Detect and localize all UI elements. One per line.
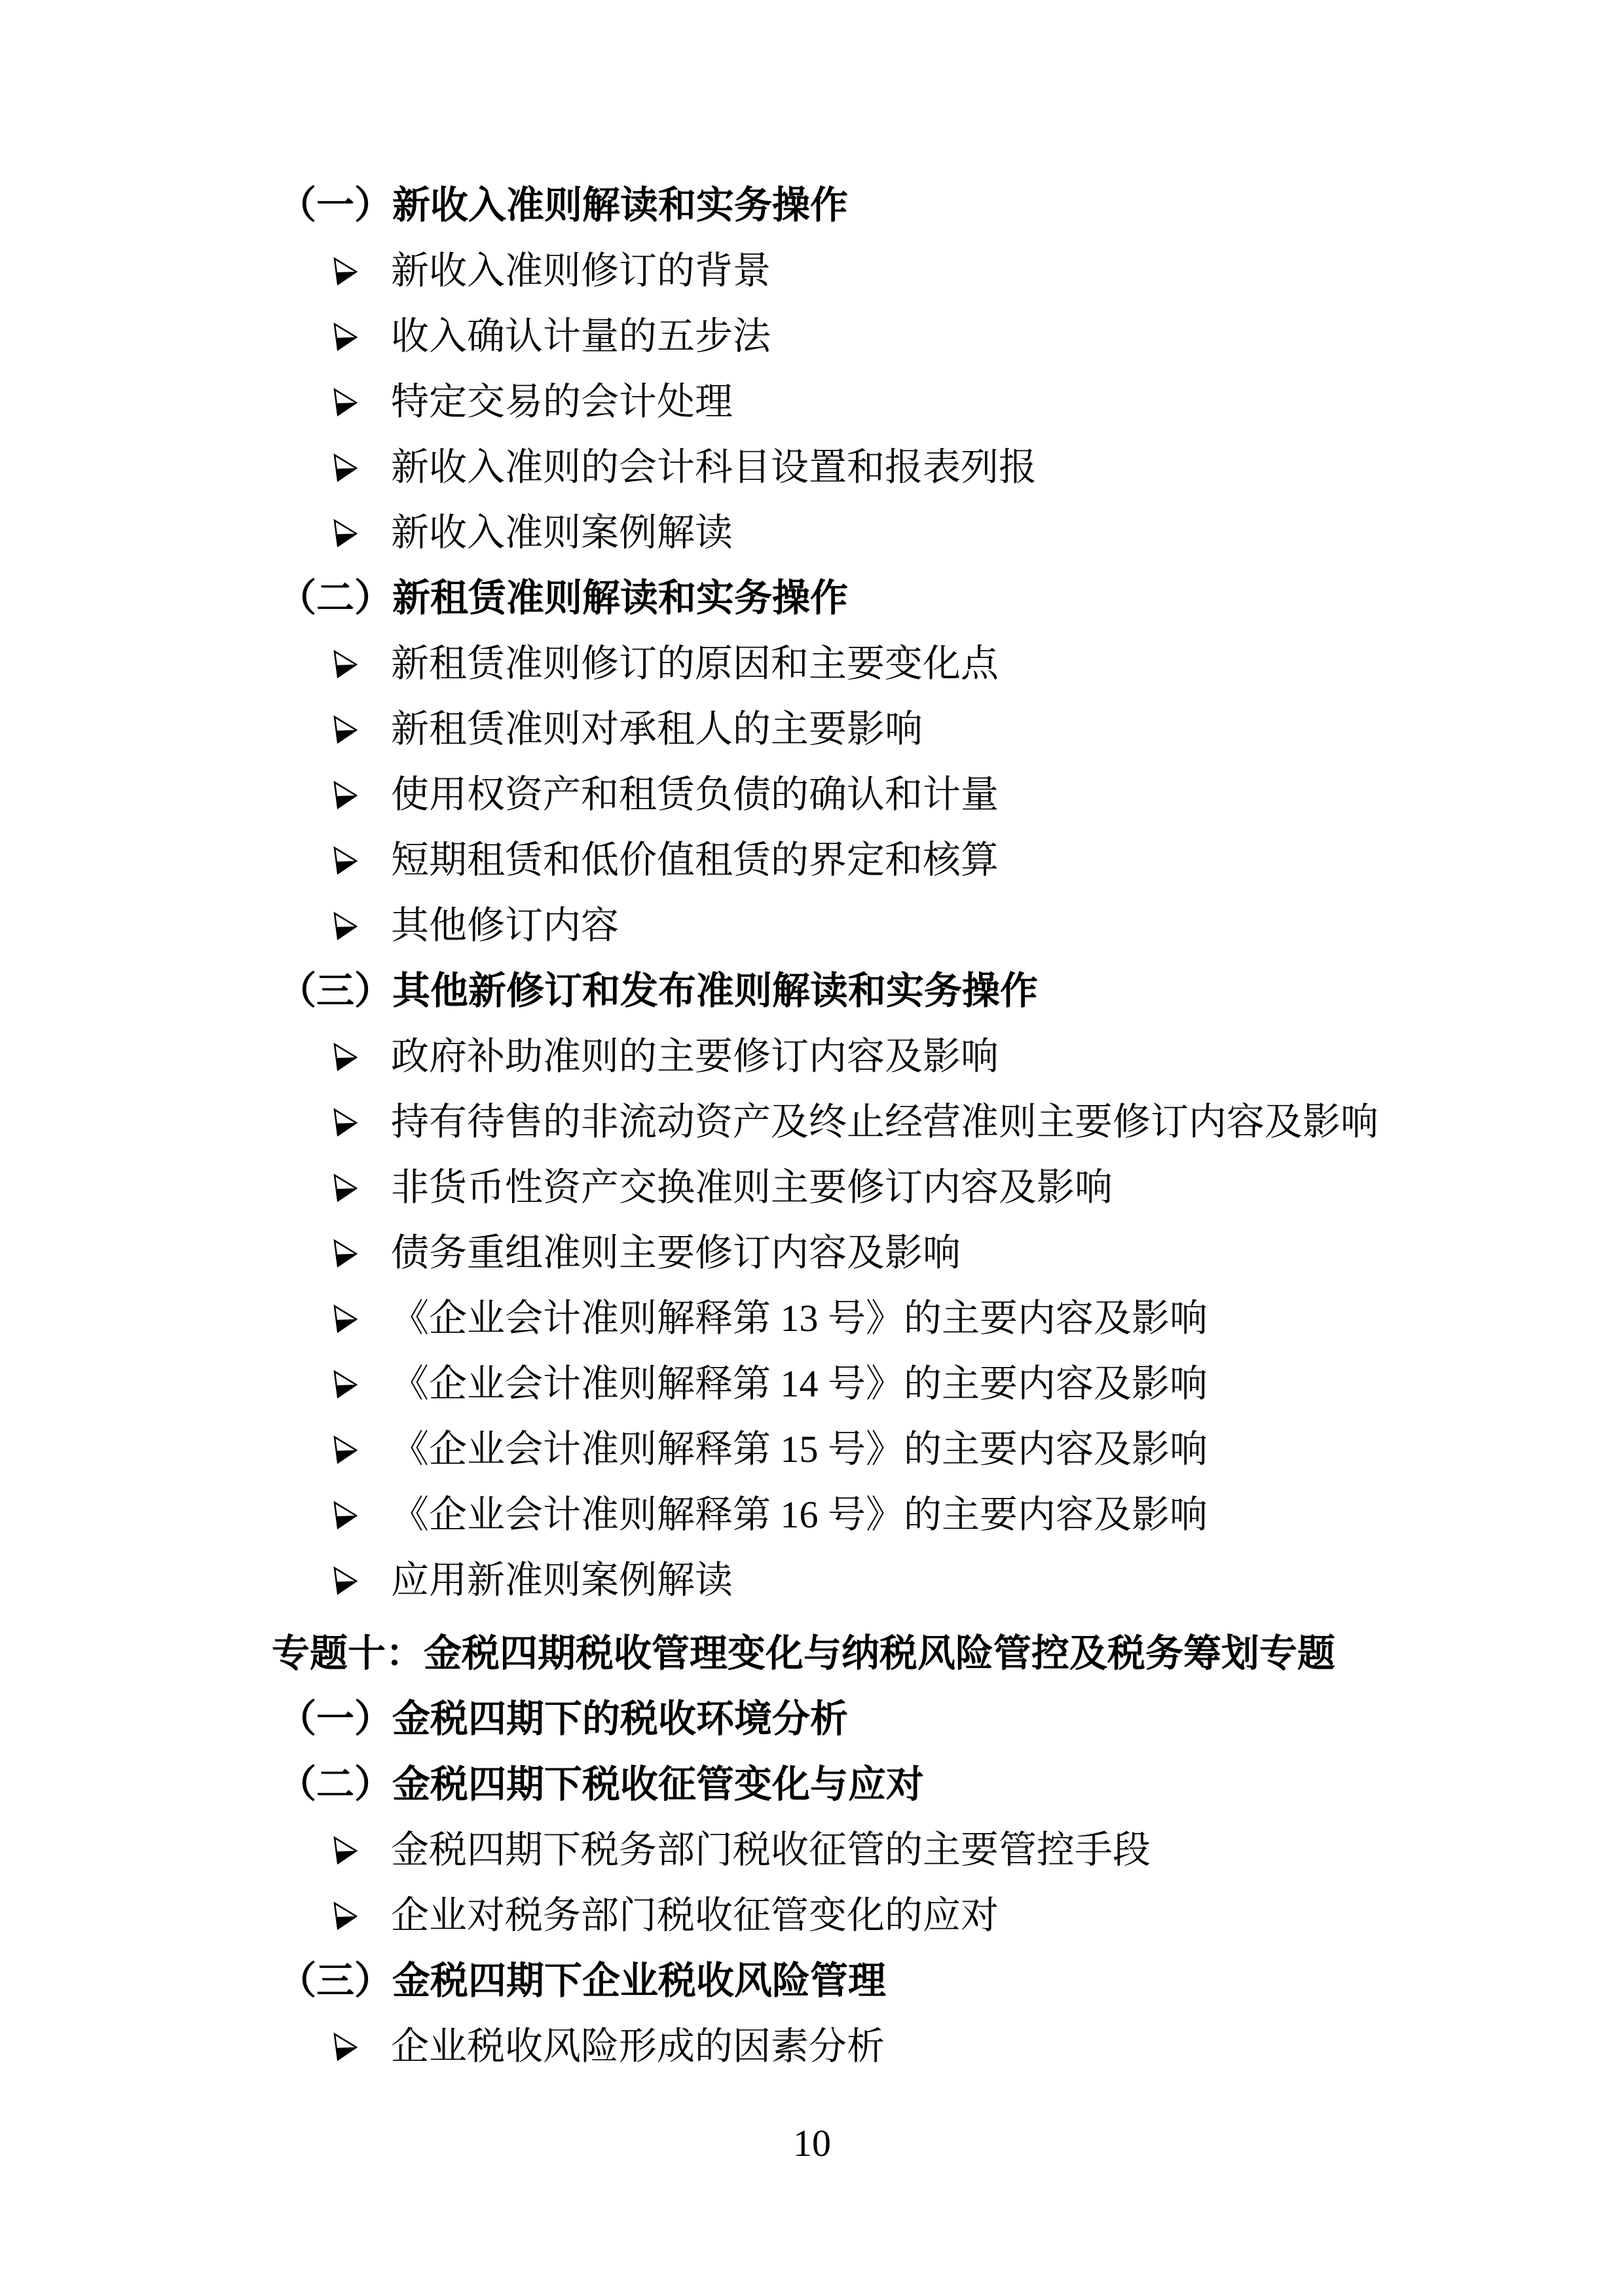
bullet-item-text: 使用权资产和租赁负债的确认和计量 [391, 773, 999, 816]
bullet-arrow-icon [332, 1435, 358, 1464]
bullet-arrow-icon [332, 257, 358, 285]
section-heading-text: （一）新收入准则解读和实务操作 [278, 184, 849, 227]
bullet-arrow-icon [332, 1370, 358, 1398]
section-heading [0, 173, 1624, 238]
section-heading [0, 1686, 1624, 1752]
bullet-item [0, 1220, 1624, 1286]
bullet-item [0, 238, 1624, 304]
bullet-item [0, 1155, 1624, 1220]
bullet-item-text: 新收入准则修订的背景 [391, 249, 771, 292]
section-heading [0, 566, 1624, 631]
bullet-item-text: 新租赁准则修订的原因和主要变化点 [391, 642, 999, 685]
bullet-item-text: 企业对税务部门税收征管变化的应对 [391, 1894, 999, 1937]
bullet-item-text: 债务重组准则主要修订内容及影响 [391, 1231, 961, 1274]
bullet-arrow-icon [332, 846, 358, 875]
bullet-item [0, 1089, 1624, 1155]
bullet-item [0, 893, 1624, 958]
topic-heading-text: 专题十：金税四期税收管理变化与纳税风险管控及税务筹划专题 [272, 1632, 1336, 1675]
bullet-item [0, 2014, 1624, 2079]
bullet-arrow-icon [332, 453, 358, 482]
bullet-arrow-icon [332, 715, 358, 744]
bullet-item-text: 《企业会计准则解释第 16 号》的主要内容及影响 [391, 1493, 1208, 1536]
section-heading [0, 1752, 1624, 1817]
bullet-item [0, 631, 1624, 697]
topic-heading [0, 1621, 1624, 1686]
bullet-item [0, 369, 1624, 435]
bullet-item-text: 《企业会计准则解释第 14 号》的主要内容及影响 [391, 1362, 1208, 1405]
bullet-arrow-icon [332, 1304, 358, 1333]
bullet-arrow-icon [332, 1239, 358, 1267]
bullet-arrow-icon [332, 780, 358, 809]
bullet-item-text: 特定交易的会计处理 [391, 380, 733, 423]
bullet-item [0, 435, 1624, 500]
bullet-item-text: 金税四期下税务部门税收征管的主要管控手段 [391, 1829, 1151, 1871]
section-heading-text: （二）金税四期下税收征管变化与应对 [278, 1763, 925, 1806]
section-heading-text: （一）金税四期下的税收环境分析 [278, 1698, 849, 1740]
bullet-arrow-icon [332, 911, 358, 940]
bullet-arrow-icon [332, 1173, 358, 1202]
bullet-item-text: 其他修订内容 [391, 904, 619, 947]
bullet-item [0, 1286, 1624, 1351]
bullet-arrow-icon [332, 1566, 358, 1595]
bullet-arrow-icon [332, 1836, 358, 1865]
bullet-item-text: 企业税收风险形成的因素分析 [391, 2025, 885, 2068]
bullet-arrow-icon [332, 2032, 358, 2061]
bullet-item-text: 持有待售的非流动资产及终止经营准则主要修订内容及影响 [391, 1101, 1379, 1143]
bullet-item [0, 304, 1624, 369]
document-body [0, 173, 1624, 2079]
bullet-item-text: 短期租赁和低价值租赁的界定和核算 [391, 839, 999, 881]
bullet-arrow-icon [332, 1501, 358, 1529]
bullet-arrow-icon [332, 1108, 358, 1137]
bullet-item-text: 政府补助准则的主要修订内容及影响 [391, 1035, 999, 1078]
bullet-item-text: 《企业会计准则解释第 13 号》的主要内容及影响 [391, 1297, 1208, 1339]
bullet-item [0, 1417, 1624, 1482]
bullet-item-text: 应用新准则案例解读 [391, 1559, 733, 1601]
bullet-item-text: 新收入准则案例解读 [391, 511, 733, 554]
bullet-item [0, 1548, 1624, 1613]
bullet-item-text: 收入确认计量的五步法 [391, 315, 771, 357]
bullet-item-text: 新收入准则的会计科目设置和报表列报 [391, 446, 1037, 488]
bullet-item-text: 新租赁准则对承租人的主要影响 [391, 708, 923, 750]
bullet-item [0, 697, 1624, 762]
bullet-arrow-icon [332, 388, 358, 416]
section-heading-text: （三）其他新修订和发布准则解读和实务操作 [278, 970, 1039, 1012]
bullet-item [0, 1351, 1624, 1417]
bullet-arrow-icon [332, 519, 358, 547]
bullet-item [0, 1024, 1624, 1089]
bullet-item [0, 1482, 1624, 1548]
page-number: 10 [793, 2122, 831, 2164]
bullet-item [0, 762, 1624, 828]
bullet-arrow-icon [332, 1042, 358, 1071]
bullet-item [0, 1817, 1624, 1883]
section-heading-text: （三）金税四期下企业税收风险管理 [278, 1959, 887, 2002]
bullet-arrow-icon [332, 322, 358, 351]
section-heading [0, 1948, 1624, 2014]
bullet-arrow-icon [332, 1901, 358, 1930]
bullet-item [0, 500, 1624, 566]
bullet-arrow-icon [332, 649, 358, 678]
bullet-item-text: 《企业会计准则解释第 15 号》的主要内容及影响 [391, 1428, 1208, 1470]
bullet-item-text: 非货币性资产交换准则主要修订内容及影响 [391, 1166, 1113, 1209]
section-heading-text: （二）新租赁准则解读和实务操作 [278, 577, 849, 619]
bullet-item [0, 1883, 1624, 1948]
bullet-item [0, 828, 1624, 893]
section-heading [0, 958, 1624, 1024]
